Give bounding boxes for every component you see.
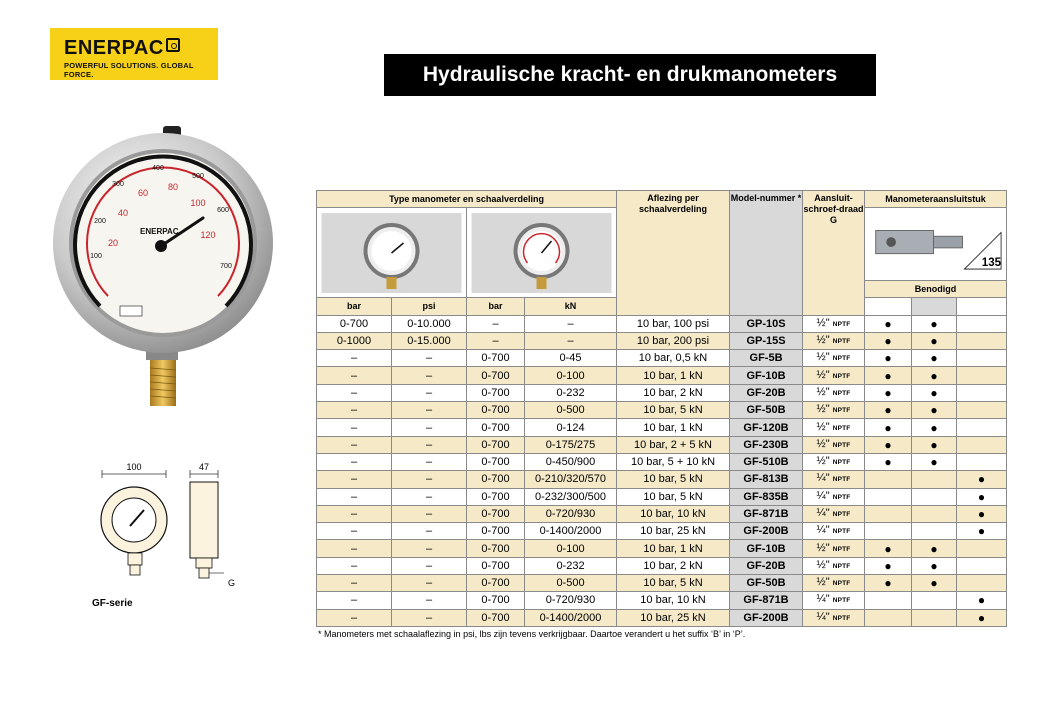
cell-bar1: –: [317, 557, 392, 574]
dimension-drawing: [92, 460, 252, 610]
cell-thread: ½" NPTF: [803, 332, 865, 349]
cell-kn: 0-500: [525, 575, 617, 592]
cell-psi: –: [392, 505, 467, 522]
subheader-bar-pressure: bar: [317, 298, 392, 315]
cell-ga3: ●: [957, 505, 1007, 522]
cell-reading: 10 bar, 10 kN: [617, 505, 730, 522]
cell-ga3: ●: [957, 609, 1007, 626]
cell-thread: ½" NPTF: [803, 540, 865, 557]
cell-bar2: 0-700: [467, 523, 525, 540]
header-model: Model-nummer *: [730, 191, 803, 316]
cell-thread: ½" NPTF: [803, 367, 865, 384]
cell-psi: 0-15.000: [392, 332, 467, 349]
cell-ga3: ●: [957, 592, 1007, 609]
cell-ga3: [957, 350, 1007, 367]
cell-model: GF-10B: [730, 540, 803, 557]
cell-thread: ¼" NPTF: [803, 609, 865, 626]
cell-reading: 10 bar, 5 kN: [617, 402, 730, 419]
cell-reading: 10 bar, 25 kN: [617, 609, 730, 626]
header-required: Benodigd: [865, 280, 1007, 297]
cell-bar1: –: [317, 384, 392, 401]
cell-bar1: –: [317, 350, 392, 367]
cell-bar2: 0-700: [467, 505, 525, 522]
cell-thread: ½" NPTF: [803, 350, 865, 367]
svg-text:20: 20: [107, 238, 119, 248]
cell-kn: 0-232: [525, 384, 617, 401]
table-row: [317, 471, 1007, 488]
svg-text:100: 100: [90, 253, 102, 260]
cell-ga2: ●: [912, 540, 957, 557]
cell-ga1: ●: [865, 402, 912, 419]
cell-kn: 0-100: [525, 367, 617, 384]
cell-model: GF-20B: [730, 557, 803, 574]
cell-bar1: –: [317, 609, 392, 626]
cell-reading: 10 bar, 5 kN: [617, 488, 730, 505]
cell-thread: ¼" NPTF: [803, 488, 865, 505]
table-row: [317, 419, 1007, 436]
cell-kn: –: [525, 332, 617, 349]
cell-ga2: ●: [912, 315, 957, 332]
cell-model: GP-15S: [730, 332, 803, 349]
cell-ga2: [912, 523, 957, 540]
cell-bar1: –: [317, 540, 392, 557]
cell-ga3: [957, 453, 1007, 470]
gauge-spec-table: [316, 190, 1007, 627]
cell-bar1: –: [317, 575, 392, 592]
cell-ga3: ●: [957, 488, 1007, 505]
header-type: Type manometer en schaalverdeling: [317, 191, 617, 208]
cell-ga2: ●: [912, 557, 957, 574]
enerpac-logo: [50, 28, 218, 80]
cell-ga2: ●: [912, 367, 957, 384]
cell-ga1: ●: [865, 575, 912, 592]
cell-bar1: –: [317, 436, 392, 453]
cell-kn: 0-100: [525, 540, 617, 557]
svg-text:100: 100: [190, 198, 206, 208]
cell-psi: –: [392, 436, 467, 453]
svg-text:500: 500: [192, 173, 204, 180]
cell-bar1: –: [317, 471, 392, 488]
cell-bar2: 0-700: [467, 471, 525, 488]
cell-ga2: ●: [912, 402, 957, 419]
cell-bar1: 0-700: [317, 315, 392, 332]
cell-bar2: 0-700: [467, 592, 525, 609]
cell-model: GF-10B: [730, 367, 803, 384]
cell-bar2: 0-700: [467, 384, 525, 401]
cell-ga1: [865, 523, 912, 540]
cell-thread: ½" NPTF: [803, 419, 865, 436]
header-thread: Aansluit-schroef-draad G: [803, 191, 865, 316]
cell-psi: –: [392, 523, 467, 540]
cell-ga1: [865, 505, 912, 522]
cell-reading: 10 bar, 1 kN: [617, 540, 730, 557]
cell-psi: –: [392, 609, 467, 626]
cell-reading: 10 bar, 200 psi: [617, 332, 730, 349]
footnote: * Manometers met schaalaflezing in psi, lbs zijn tevens verkrijgbaar. Daartoe verandert u het suffix ‘B’ in ‘P’.: [318, 629, 746, 639]
cell-psi: –: [392, 575, 467, 592]
cell-model: GF-5B: [730, 350, 803, 367]
logo-tagline: POWERFUL SOLUTIONS. GLOBAL FORCE.: [64, 61, 194, 79]
cell-ga3: [957, 402, 1007, 419]
cell-kn: –: [525, 315, 617, 332]
cell-reading: 10 bar, 10 kN: [617, 592, 730, 609]
cell-psi: –: [392, 592, 467, 609]
cell-thread: ¼" NPTF: [803, 471, 865, 488]
gauge-image-force: [467, 208, 617, 298]
cell-ga3: ●: [957, 471, 1007, 488]
cell-ga3: [957, 367, 1007, 384]
table-row: [317, 436, 1007, 453]
table-row: [317, 384, 1007, 401]
gauge-image-pressure: [317, 208, 467, 298]
subheader-bar-force: bar: [467, 298, 525, 315]
cell-ga3: [957, 540, 1007, 557]
cell-ga1: [865, 592, 912, 609]
cell-ga2: ●: [912, 453, 957, 470]
table-row: [317, 505, 1007, 522]
depth-dimension-label: 47: [198, 462, 210, 472]
cell-bar2: 0-700: [467, 557, 525, 574]
cell-bar2: 0-700: [467, 419, 525, 436]
thread-dimension-label: G: [228, 578, 236, 588]
cell-ga3: ●: [957, 523, 1007, 540]
table-row: [317, 488, 1007, 505]
cell-bar2: 0-700: [467, 540, 525, 557]
cell-psi: –: [392, 488, 467, 505]
cell-bar1: –: [317, 402, 392, 419]
cell-model: GF-510B: [730, 453, 803, 470]
adapter-image: [865, 208, 1007, 281]
cell-ga2: [912, 592, 957, 609]
pressure-gauge-photo: [48, 118, 278, 418]
cell-thread: ½" NPTF: [803, 453, 865, 470]
cell-thread: ¼" NPTF: [803, 592, 865, 609]
cell-bar1: –: [317, 523, 392, 540]
cell-thread: ¼" NPTF: [803, 523, 865, 540]
cell-bar2: 0-700: [467, 350, 525, 367]
cell-ga1: ●: [865, 384, 912, 401]
cell-bar2: –: [467, 332, 525, 349]
svg-text:ENERPAC: ENERPAC: [140, 227, 179, 236]
cell-psi: –: [392, 419, 467, 436]
table-row: [317, 350, 1007, 367]
cell-model: GF-835B: [730, 488, 803, 505]
cell-bar1: –: [317, 505, 392, 522]
cell-ga2: ●: [912, 332, 957, 349]
cell-ga1: ●: [865, 540, 912, 557]
cell-reading: 10 bar, 1 kN: [617, 419, 730, 436]
header-reading: Aflezing per schaalverdeling: [617, 191, 730, 316]
cell-thread: ½" NPTF: [803, 557, 865, 574]
cell-psi: –: [392, 402, 467, 419]
cell-model: GF-20B: [730, 384, 803, 401]
cell-thread: ½" NPTF: [803, 315, 865, 332]
cell-kn: 0-1400/2000: [525, 609, 617, 626]
page-title: Hydraulische kracht- en drukmanometers: [384, 54, 876, 96]
table-row: [317, 453, 1007, 470]
cell-psi: –: [392, 453, 467, 470]
cell-kn: 0-1400/2000: [525, 523, 617, 540]
cell-bar2: 0-700: [467, 488, 525, 505]
table-row: [317, 592, 1007, 609]
table-body: [317, 315, 1007, 626]
series-label: GF-serie: [92, 598, 133, 609]
cell-bar2: 0-700: [467, 436, 525, 453]
cell-ga2: ●: [912, 436, 957, 453]
cell-model: GP-10S: [730, 315, 803, 332]
logo-mark-icon: [166, 38, 180, 52]
cell-kn: 0-232/300/500: [525, 488, 617, 505]
cell-model: GF-813B: [730, 471, 803, 488]
cell-ga2: ●: [912, 350, 957, 367]
cell-kn: 0-500: [525, 402, 617, 419]
cell-bar1: –: [317, 592, 392, 609]
cell-model: GF-50B: [730, 402, 803, 419]
table-row: [317, 575, 1007, 592]
cell-thread: ½" NPTF: [803, 436, 865, 453]
table-row: [317, 367, 1007, 384]
table-row: [317, 557, 1007, 574]
cell-ga1: ●: [865, 367, 912, 384]
cell-ga3: [957, 557, 1007, 574]
cell-ga3: [957, 575, 1007, 592]
cell-reading: 10 bar, 25 kN: [617, 523, 730, 540]
cell-ga1: ●: [865, 350, 912, 367]
cell-reading: 10 bar, 5 + 10 kN: [617, 453, 730, 470]
cell-reading: 10 bar, 5 kN: [617, 471, 730, 488]
cell-psi: –: [392, 350, 467, 367]
cell-ga1: [865, 609, 912, 626]
cell-ga2: ●: [912, 384, 957, 401]
svg-text:200: 200: [94, 218, 106, 225]
cell-ga3: [957, 419, 1007, 436]
cell-kn: 0-232: [525, 557, 617, 574]
table-row: [317, 523, 1007, 540]
adapter-page-number: 135: [981, 257, 1002, 270]
svg-text:80: 80: [167, 182, 179, 192]
cell-reading: 10 bar, 2 kN: [617, 384, 730, 401]
table-row: [317, 315, 1007, 332]
cell-ga3: [957, 332, 1007, 349]
cell-bar1: –: [317, 419, 392, 436]
cell-ga1: ●: [865, 332, 912, 349]
cell-psi: –: [392, 367, 467, 384]
subheader-kn: kN: [525, 298, 617, 315]
cell-ga1: ●: [865, 419, 912, 436]
cell-reading: 10 bar, 2 + 5 kN: [617, 436, 730, 453]
cell-psi: –: [392, 557, 467, 574]
cell-model: GF-200B: [730, 609, 803, 626]
table-row: [317, 540, 1007, 557]
cell-reading: 10 bar, 0,5 kN: [617, 350, 730, 367]
cell-ga1: ●: [865, 315, 912, 332]
cell-model: GF-200B: [730, 523, 803, 540]
logo-brand: ENERPAC: [64, 37, 180, 60]
cell-reading: 10 bar, 5 kN: [617, 575, 730, 592]
cell-ga2: [912, 609, 957, 626]
cell-bar2: 0-700: [467, 609, 525, 626]
cell-bar2: 0-700: [467, 453, 525, 470]
svg-text:120: 120: [200, 230, 216, 240]
table-row: [317, 402, 1007, 419]
cell-reading: 10 bar, 100 psi: [617, 315, 730, 332]
cell-thread: ¼" NPTF: [803, 505, 865, 522]
subheader-psi: psi: [392, 298, 467, 315]
cell-model: GF-50B: [730, 575, 803, 592]
width-dimension-label: 100: [126, 462, 142, 472]
cell-kn: 0-720/930: [525, 505, 617, 522]
cell-thread: ½" NPTF: [803, 384, 865, 401]
cell-psi: –: [392, 384, 467, 401]
cell-reading: 10 bar, 1 kN: [617, 367, 730, 384]
cell-ga2: [912, 471, 957, 488]
cell-ga1: [865, 471, 912, 488]
cell-thread: ½" NPTF: [803, 402, 865, 419]
cell-psi: 0-10.000: [392, 315, 467, 332]
table-row: [317, 609, 1007, 626]
cell-model: GF-120B: [730, 419, 803, 436]
cell-bar1: –: [317, 488, 392, 505]
svg-text:40: 40: [117, 208, 129, 218]
cell-bar1: –: [317, 453, 392, 470]
cell-kn: 0-45: [525, 350, 617, 367]
cell-kn: 0-175/275: [525, 436, 617, 453]
header-adapter: Manometeraansluitstuk: [865, 191, 1007, 208]
cell-kn: 0-210/320/570: [525, 471, 617, 488]
cell-model: GF-871B: [730, 592, 803, 609]
cell-ga2: ●: [912, 575, 957, 592]
cell-thread: ½" NPTF: [803, 575, 865, 592]
svg-text:400: 400: [152, 165, 164, 172]
cell-psi: –: [392, 471, 467, 488]
cell-ga3: [957, 436, 1007, 453]
cell-psi: –: [392, 540, 467, 557]
cell-bar2: 0-700: [467, 402, 525, 419]
cell-model: GF-871B: [730, 505, 803, 522]
svg-text:300: 300: [112, 181, 124, 188]
cell-bar2: 0-700: [467, 367, 525, 384]
cell-ga1: ●: [865, 557, 912, 574]
cell-ga2: [912, 505, 957, 522]
cell-ga2: [912, 488, 957, 505]
cell-ga1: [865, 488, 912, 505]
cell-kn: 0-720/930: [525, 592, 617, 609]
table-row: [317, 332, 1007, 349]
svg-text:600: 600: [217, 207, 229, 214]
cell-ga3: [957, 315, 1007, 332]
cell-bar2: 0-700: [467, 575, 525, 592]
cell-ga3: [957, 384, 1007, 401]
cell-ga2: ●: [912, 419, 957, 436]
cell-ga1: ●: [865, 436, 912, 453]
cell-bar2: –: [467, 315, 525, 332]
cell-model: GF-230B: [730, 436, 803, 453]
cell-bar1: 0-1000: [317, 332, 392, 349]
cell-ga1: ●: [865, 453, 912, 470]
svg-text:60: 60: [137, 188, 149, 198]
cell-kn: 0-450/900: [525, 453, 617, 470]
cell-reading: 10 bar, 2 kN: [617, 557, 730, 574]
cell-bar1: –: [317, 367, 392, 384]
svg-text:700: 700: [220, 263, 232, 270]
cell-kn: 0-124: [525, 419, 617, 436]
